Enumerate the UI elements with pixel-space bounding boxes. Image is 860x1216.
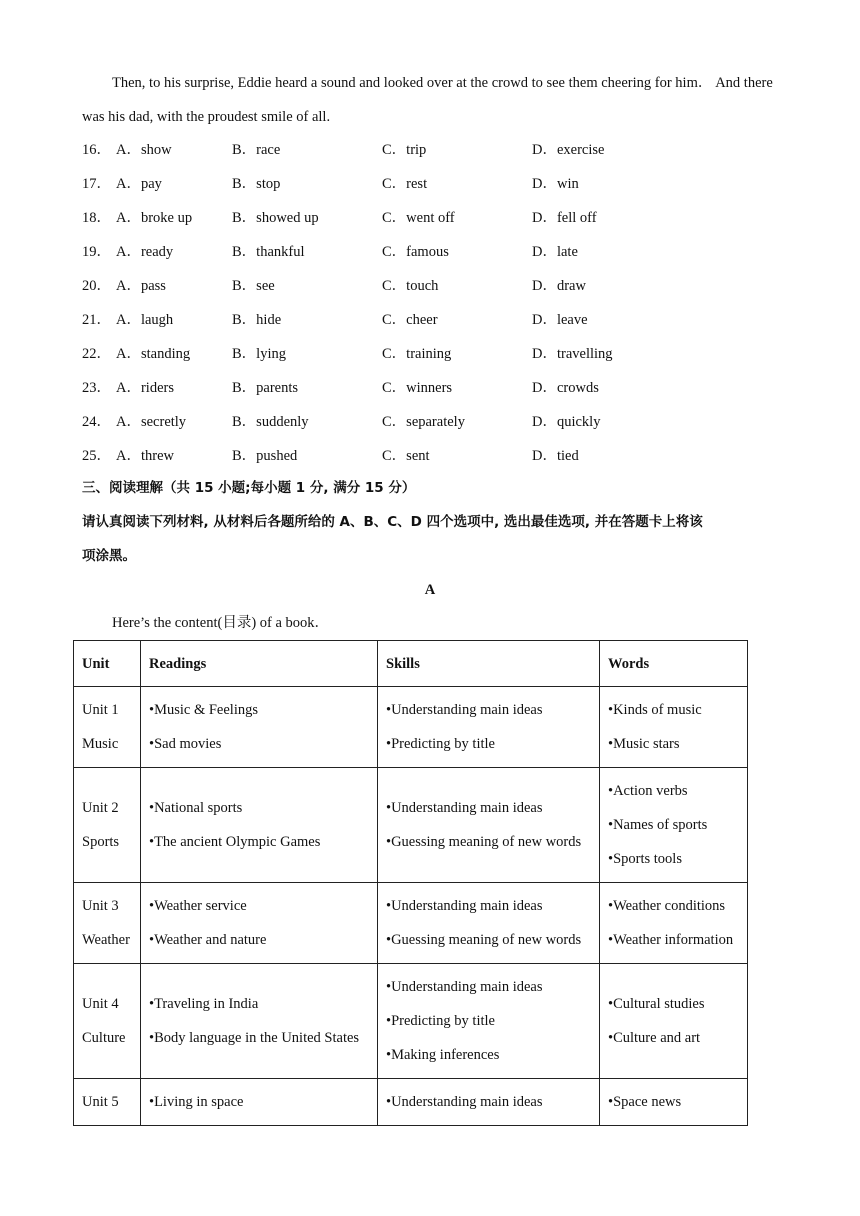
cell-unit [74,687,141,768]
option-d: D．late [532,244,578,260]
header-skills: Skills [378,641,600,687]
option-b: B．parents [232,380,299,396]
option-a: A．threw [116,448,174,464]
unit-line: Weather [82,932,130,948]
unit-line: Unit 4 [82,996,119,1012]
cell-readings [141,687,378,768]
header-words: Words [600,641,748,687]
words-line: •Action verbs [608,783,688,799]
cell-words [600,883,748,964]
option-d: D．tied [532,448,579,464]
option-c: C．winners [382,380,453,396]
question-row [82,269,782,303]
option-c: C．training [382,346,452,362]
question-row [82,167,782,201]
skills-line: •Guessing meaning of new words [386,932,582,948]
option-b: B．pushed [232,448,298,464]
header-readings: Readings [141,641,378,687]
question-number: 24． [82,414,111,430]
question-number: 21． [82,312,111,328]
skills-line: •Understanding main ideas [386,979,543,995]
option-d: D．leave [532,312,588,328]
cell-words [600,768,748,883]
question-number: 20． [82,278,111,294]
option-a: A．riders [116,380,174,396]
skills-line: •Predicting by title [386,736,495,752]
skills-line: •Making inferences [386,1047,500,1063]
option-c: C．separately [382,414,465,430]
words-line: •Space news [608,1094,682,1110]
header-unit: Unit [74,641,141,687]
option-c: C．cheer [382,312,438,328]
section-instruction-cont: 项涂黑。 [82,548,136,564]
question-row [82,303,782,337]
option-d: D．quickly [532,414,601,430]
words-line: •Kinds of music [608,702,702,718]
question-number: 23． [82,380,111,396]
unit-line: Unit 2 [82,800,119,816]
readings-line: •Music & Feelings [149,702,258,718]
readings-line: •Body language in the United States [149,1030,360,1046]
cell-skills [378,768,600,883]
option-d: D．exercise [532,142,605,158]
option-c: C．rest [382,176,428,192]
option-b: B．race [232,142,281,158]
option-d: D．crowds [532,380,599,396]
option-d: D．travelling [532,346,613,362]
question-row [82,371,782,405]
question-number: 22． [82,346,111,362]
readings-line: •The ancient Olympic Games [149,834,321,850]
words-line: •Weather conditions [608,898,726,914]
option-a: A．show [116,142,172,158]
section-instruction: 请认真阅读下列材料, 从材料后各题所给的 A、B、C、D 四个选项中, 选出最佳选项, 并在答题卡上将该 [82,514,703,530]
cell-readings [141,768,378,883]
book-content-table [73,640,748,1126]
skills-line: •Predicting by title [386,1013,495,1029]
words-line: •Culture and art [608,1030,701,1046]
cell-readings [141,964,378,1079]
option-b: B．suddenly [232,414,309,430]
option-d: D．fell off [532,210,597,226]
question-number: 16． [82,142,111,158]
option-a: A．pass [116,278,166,294]
option-b: B．stop [232,176,281,192]
option-a: A．secretly [116,414,187,430]
option-a: A．broke up [116,210,193,226]
cell-words [600,1079,748,1126]
cell-words [600,687,748,768]
question-number: 19． [82,244,111,260]
readings-line: •Weather and nature [149,932,267,948]
question-row [82,337,782,371]
skills-line: •Understanding main ideas [386,702,543,718]
option-d: D．win [532,176,579,192]
table-body [74,687,748,1126]
question-number: 25． [82,448,111,464]
cell-skills [378,883,600,964]
option-b: B．see [232,278,275,294]
question-row [82,133,782,167]
unit-line: Culture [82,1030,126,1046]
option-a: A．standing [116,346,191,362]
unit-line: Music [82,736,119,752]
table-row [74,883,748,964]
skills-line: •Understanding main ideas [386,898,543,914]
words-line: •Cultural studies [608,996,705,1012]
readings-line: •Sad movies [149,736,222,752]
passage-intro: Here’s the content(目录) of a book． [112,615,330,631]
passage-label: A [424,582,436,598]
unit-line: Unit 3 [82,898,119,914]
question-row [82,235,782,269]
words-line: •Music stars [608,736,680,752]
unit-line: Unit 5 [82,1094,119,1110]
option-d: D．draw [532,278,586,294]
cell-words [600,964,748,1079]
section-heading: 三、阅读理解（共 15 小题;每小题 1 分, 满分 15 分） [82,480,416,496]
question-number: 18． [82,210,111,226]
question-row [82,201,782,235]
cell-skills [378,1079,600,1126]
cell-unit [74,1079,141,1126]
cell-skills [378,687,600,768]
table-row [74,1079,748,1126]
cell-unit [74,883,141,964]
skills-line: •Understanding main ideas [386,800,543,816]
words-line: •Sports tools [608,851,682,867]
table-header-row [74,641,748,687]
readings-line: •Living in space [149,1094,244,1110]
question-number: 17． [82,176,111,192]
readings-line: •National sports [149,800,243,816]
unit-line: Unit 1 [82,702,119,718]
words-line: •Names of sports [608,817,708,833]
option-b: B．showed up [232,210,319,226]
option-c: C．trip [382,142,427,158]
option-a: A．ready [116,244,174,260]
option-c: C．famous [382,244,449,260]
table-row [74,964,748,1079]
skills-line: •Guessing meaning of new words [386,834,582,850]
question-row [82,405,782,439]
table-row [74,687,748,768]
option-b: B．thankful [232,244,305,260]
readings-line: •Traveling in India [149,996,259,1012]
option-b: B．lying [232,346,286,362]
option-a: A．pay [116,176,162,192]
table-row [74,768,748,883]
option-c: C．touch [382,278,439,294]
option-a: A．laugh [116,312,174,328]
unit-line: Sports [82,834,120,850]
option-c: C．went off [382,210,455,226]
skills-line: •Understanding main ideas [386,1094,543,1110]
cell-unit [74,768,141,883]
question-row [82,439,782,473]
cell-readings [141,883,378,964]
passage-closing-paragraph: Then, to his surprise, Eddie heard a sound and looked over at the crowd to see them cheering for him． And there was his dad, with the proudest smile of all. [82,75,773,125]
cell-readings [141,1079,378,1126]
words-line: •Weather information [608,932,734,948]
option-b: B．hide [232,312,282,328]
cell-skills [378,964,600,1079]
readings-line: •Weather service [149,898,247,914]
option-c: C．sent [382,448,430,464]
cell-unit [74,964,141,1079]
